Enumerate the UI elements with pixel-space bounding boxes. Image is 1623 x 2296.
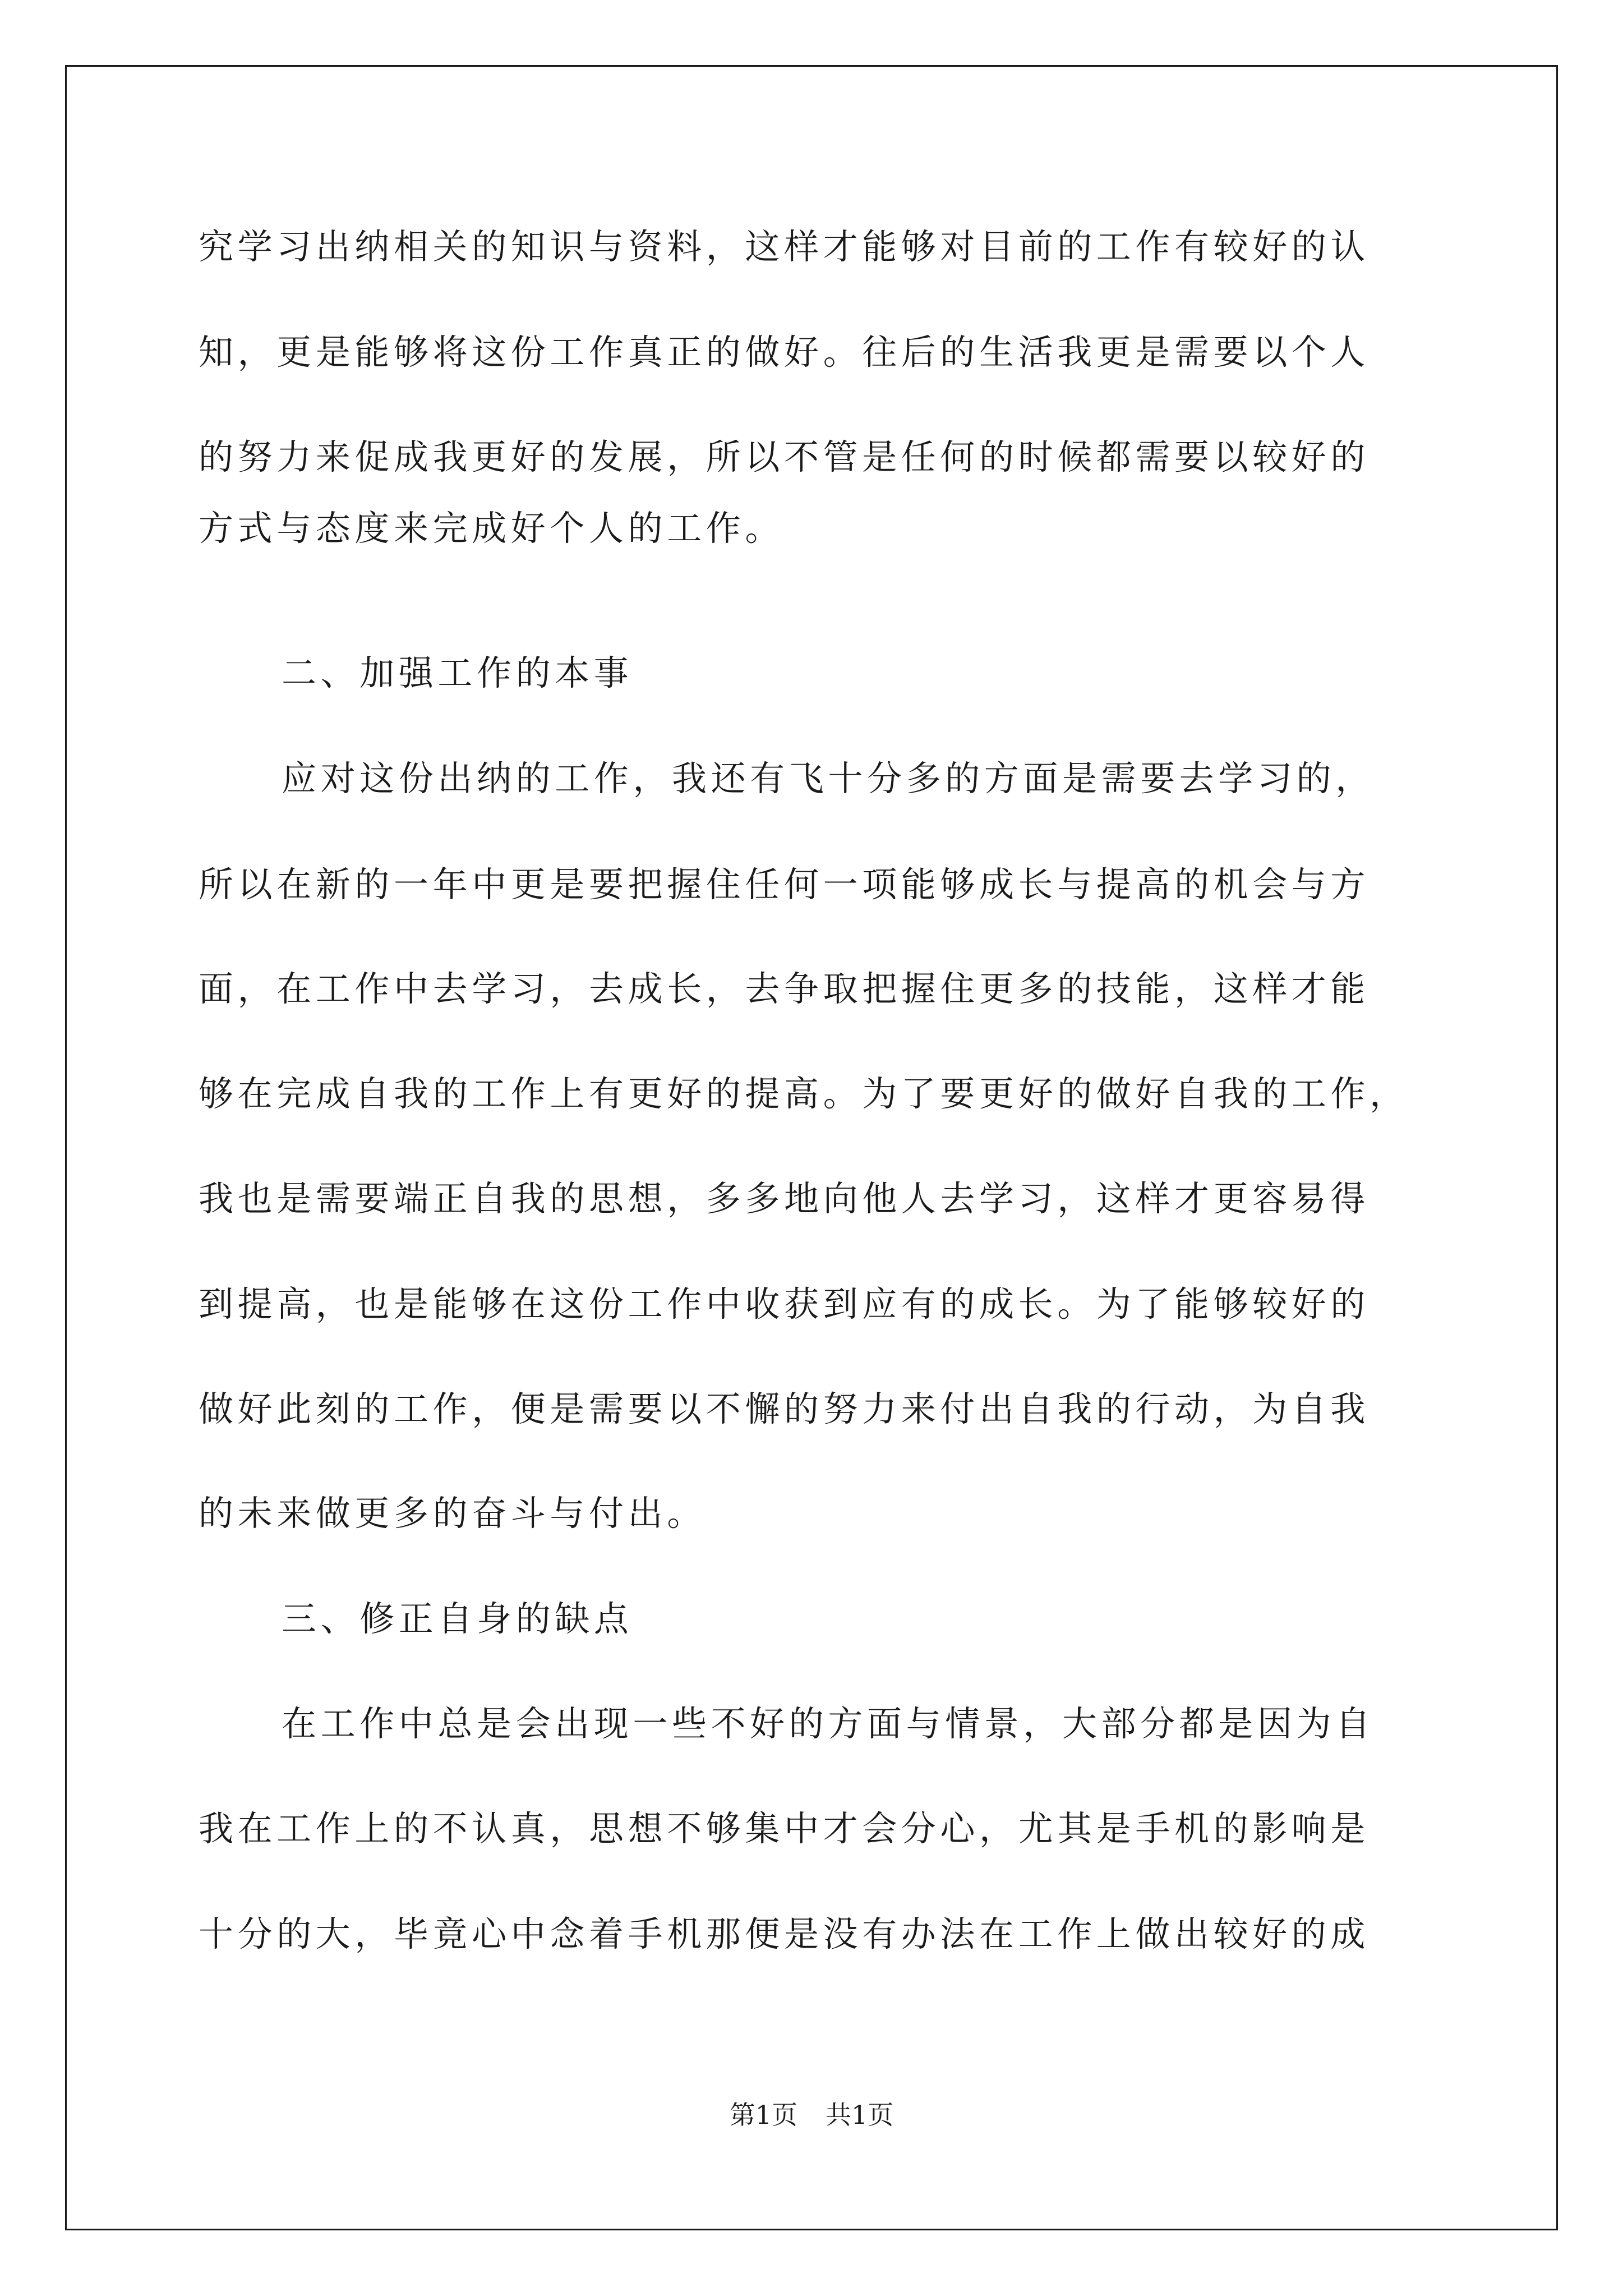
paragraph-first-line: 在工作中总是会出现一些不好的方面与情景，大部分都是因为自 [282, 1703, 1375, 1744]
page-number: 第1页 [729, 2100, 797, 2130]
text-line: 方式与态度来完成好个人的工作。 [199, 508, 785, 549]
text-line: 究学习出纳相关的知识与资料，这样才能够对目前的工作有较好的认 [199, 226, 1370, 267]
text-line: 十分的大，毕竟心中念着手机那便是没有办法在工作上做出较好的成 [199, 1913, 1370, 1954]
text-line: 知，更是能够将这份工作真正的做好。往后的生活我更是需要以个人 [199, 332, 1370, 372]
text-line: 到提高，也是能够在这份工作中收获到应有的成长。为了能够较好的 [199, 1283, 1370, 1324]
paragraph-first-line: 应对这份出纳的工作，我还有飞十分多的方面是需要去学习的， [282, 758, 1375, 799]
text-line: 的努力来促成我更好的发展，所以不管是任何的时候都需要以较好的 [199, 436, 1370, 477]
text-line: 够在完成自我的工作上有更好的提高。为了要更好的做好自我的工作， [199, 1073, 1409, 1114]
page-border [65, 65, 1558, 2230]
section-heading: 三、修正自身的缺点 [282, 1598, 633, 1639]
text-line: 我在工作上的不认真，思想不够集中才会分心，尤其是手机的影响是 [199, 1808, 1370, 1849]
section-heading: 二、加强工作的本事 [282, 652, 633, 693]
text-line: 做好此刻的工作，便是需要以不懈的努力来付出自我的行动，为自我 [199, 1388, 1370, 1429]
page-total: 共1页 [826, 2100, 894, 2130]
text-line: 所以在新的一年中更是要把握住任何一项能够成长与提高的机会与方 [199, 864, 1370, 905]
text-line: 面，在工作中去学习，去成长，去争取把握住更多的技能，这样才能 [199, 968, 1370, 1009]
text-line: 的未来做更多的奋斗与付出。 [199, 1493, 706, 1534]
page-footer [0, 2098, 1623, 2132]
text-line: 我也是需要端正自我的思想，多多地向他人去学习，这样才更容易得 [199, 1178, 1370, 1219]
